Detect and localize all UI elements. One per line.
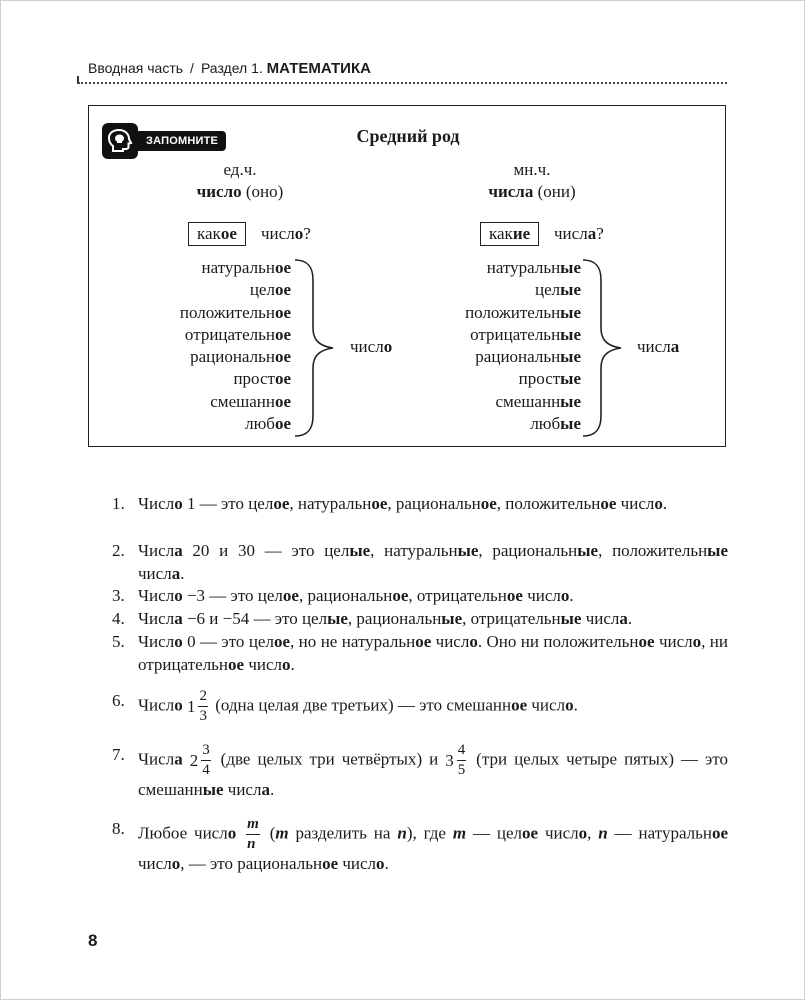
example-number: 3. — [112, 586, 125, 605]
fraction: $\frac{2}{3}$ — [199, 688, 207, 724]
header-section: Вводная часть — [88, 60, 184, 76]
plural-adjective: простые — [518, 369, 581, 389]
singular-adjective: рациональное — [190, 347, 291, 367]
singular-question-noun: число? — [261, 224, 311, 243]
remember-badge: ЗАПОМНИТЕ — [136, 131, 226, 151]
header-chapter-title: МАТЕМАТИКА — [266, 60, 371, 77]
singular-adjective: простое — [233, 369, 291, 389]
plural-adjective: положительные — [465, 302, 581, 322]
example-item — [112, 817, 728, 875]
plural-adjective: отрицательные — [470, 324, 581, 344]
plural-label: мн.ч. — [513, 160, 551, 179]
fraction-whole: 3 — [445, 751, 454, 770]
example-item — [112, 743, 728, 801]
plural-adjective: смешанные — [495, 391, 581, 411]
example-item — [112, 539, 728, 585]
fraction-whole: 2 — [189, 751, 199, 770]
example-text: Любое число $\frac{m}{n}$ (m разделить на n), где m — целое число, n — натуральное число, — это рациональное число. — [138, 816, 729, 873]
box-title: Средний род — [356, 126, 460, 146]
example-item — [112, 630, 728, 676]
singular-adjective: отрицательное — [184, 324, 291, 344]
example-number: 2. — [112, 541, 125, 560]
example-item — [112, 492, 728, 515]
example-text: Число 1 — это целое, натуральное, рациональное, положительное число. — [138, 494, 668, 513]
example-text: Числа 20 и 30 — это целые, натуральные, рациональные, положительные числа. — [138, 541, 728, 583]
plural-adjective: целые — [535, 280, 581, 300]
singular-noun: число (оно) — [196, 182, 284, 201]
example-number: 5. — [112, 632, 125, 651]
fraction: $\frac{m}{n}$ — [247, 816, 259, 852]
singular-adjective: целое — [249, 280, 291, 300]
singular-adjective: положительное — [179, 302, 291, 322]
singular-brace-noun: число — [350, 337, 393, 356]
example-text: Число 1 $\frac{2}{3}$ (одна целая две третьих) — это смешанное число. — [138, 688, 578, 724]
plural-adjective: натуральные — [486, 258, 581, 277]
plural-adjective: рациональные — [475, 347, 581, 367]
example-number: 4. — [112, 609, 125, 628]
example-item — [112, 689, 728, 724]
page-number: 8 — [88, 931, 98, 950]
singular-adjective: смешанное — [210, 391, 291, 411]
fraction-whole: 1 — [186, 697, 196, 716]
example-text: Числа 2 $\frac{3}{4}$ (две целых три четвёртых) и 3 $\frac{4}{5}$ (три целых четыре пятых) — это смешанные числа. — [138, 742, 728, 799]
example-number: 7. — [112, 745, 125, 764]
example-item — [112, 584, 728, 607]
plural-question-noun: числа? — [554, 224, 604, 243]
fraction: $\frac{3}{4}$ — [202, 742, 210, 778]
singular-label: ед.ч. — [223, 160, 257, 179]
example-item — [112, 607, 728, 630]
fraction: $\frac{4}{5}$ — [457, 742, 466, 778]
example-number: 1. — [112, 494, 125, 513]
singular-adjective: натуральное — [201, 258, 291, 277]
plural-adjective: любые — [530, 414, 581, 434]
singular-adjective: любое — [245, 414, 291, 434]
example-text: Число 0 — это целое, но не натуральное число. Оно ни положительное число, ни отрицательное число. — [138, 632, 728, 674]
example-text: Числа −6 и −54 — это целые, рациональные, отрицательные числа. — [138, 609, 633, 628]
plural-brace-noun: числа — [637, 337, 680, 356]
header-separator: / — [190, 60, 194, 76]
plural-noun: числа (они) — [488, 182, 576, 201]
header-chapter-prefix: Раздел 1. — [200, 60, 263, 76]
example-number: 6. — [112, 691, 125, 710]
example-number: 8. — [112, 819, 125, 838]
example-text: Число −3 — это целое, рациональное, отрицательное число. — [138, 586, 574, 605]
plural-question-box: какие — [480, 222, 539, 246]
singular-question-box: какое — [188, 222, 246, 246]
